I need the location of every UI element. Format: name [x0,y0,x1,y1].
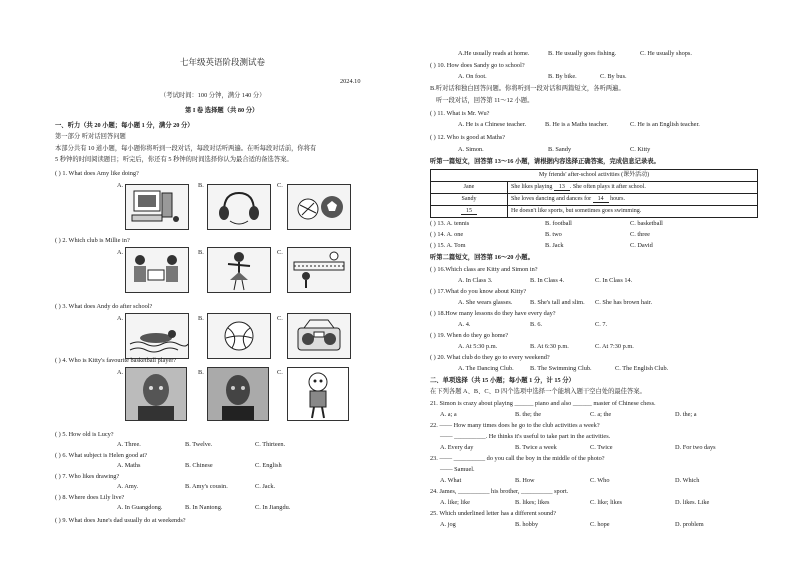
sub-heading: B.听对话和独白回答问题。你将听到一段对话和两篇短文，各听两遍。 [430,85,625,92]
question-text: —— __________. He thinks it's useful to take part in the activities. [440,433,611,440]
option-label: C. [277,315,283,322]
option-b: B. He is a Maths teacher. [545,121,609,128]
option-c: C. Who [590,477,610,484]
table-cell [508,194,758,206]
question-text: ( ) 4. Who is Kitty's favourite basketball player? [55,357,177,364]
table-cell-name: Sandy [431,194,508,206]
option-label: B. [198,182,204,189]
option-c: C. like; likes [590,499,623,506]
computer-icon [125,184,189,230]
sub-heading: 第一部分 听对话回答问题 [55,133,126,140]
option-a: A. In Class 3. [458,277,493,284]
option-c: C. English [255,462,282,469]
option-a: A. In Guangdong. [117,504,163,511]
option-b: B. Chinese [185,462,213,469]
option-b: B. In Class 4. [530,277,565,284]
option-label: C. [277,249,283,256]
option-c: C. In Jiangdu. [255,504,291,511]
question-text: ( ) 3. What does Andy do after school? [55,303,153,310]
table-cell: He doesn't like sports, but sometimes goes swimming. [508,206,758,218]
passage-heading: 听第二篇短文，回答第 16～20 小题。 [430,254,534,261]
option-c: C. Thirteen. [255,441,286,448]
radio-icon [287,313,351,359]
question-text: ( ) 1. What does Amy like doing? [55,170,139,177]
option-b: B. By bike. [548,73,577,80]
page-title: 七年级英语阶段测试卷 [180,57,266,67]
option-a: A. She wears glasses. [458,299,513,306]
option-b: B. In Nantong. [185,504,223,511]
table-row [431,206,758,218]
option-c: C. The English Club. [615,365,669,372]
question-text: ( ) 18.How many lessons do they have every day? [430,310,556,317]
option-a: A.He usually reads at home. [458,50,530,57]
question-text: ( ) 15. A. Tom [430,242,466,249]
option-c: C. Jack. [255,483,276,490]
question-text: ( ) 13. A. tennis [430,220,470,227]
swimmer-icon [125,313,189,359]
question-text: ( ) 14. A. one [430,231,464,238]
section-heading: 二、单项选择（共 15 小题；每小题 1 分，计 15 分） [430,377,575,384]
option-c: C. David [630,242,653,249]
info-table [430,169,758,218]
option-a: A. a; a [440,411,457,418]
cell-text: She likes playing [511,183,553,190]
balls-icon [287,184,351,230]
option-c: C. hope [590,521,610,528]
question-text: ( ) 6. What subject is Helen good at? [55,452,148,459]
option-a: A. What [440,477,462,484]
question-text: 25. Which underlined letter has a different sound? [430,510,557,517]
question-text: 23. —— __________ do you call the boy in the middle of the photo? [430,455,605,462]
option-b: B. Jack [545,242,564,249]
option-a: A. like; like [440,499,470,506]
option-b: B. The Swimming Club. [530,365,592,372]
player-portrait-icon [207,367,269,421]
option-label: A. [117,369,124,376]
option-c: C. At 7:30 p.m. [595,343,634,350]
option-b: B. football [545,220,572,227]
option-b: B. hobby [515,521,539,528]
option-a: A. Every day [440,444,474,451]
exam-info: （考试时间：100 分钟，满分 140 分） [160,92,266,99]
question-text: ( ) 10. How does Sandy go to school? [430,62,525,69]
cell-text: . She often plays it after school. [569,183,646,190]
option-b: B. the; the [515,411,542,418]
passage-heading: 听第一篇短文，回答第 13～16 小题，请根据内容选择正确答案，完成信息记录表。 [430,158,660,165]
option-c: C. She has brown hair. [595,299,653,306]
option-label: B. [198,315,204,322]
table-cell-name: Jane [431,182,508,194]
option-a: A. At 5:30 p.m. [458,343,498,350]
cell-text: hours. [610,195,625,202]
option-c: C. He is an English teacher. [630,121,700,128]
question-text: 21. Simon is crazy about playing ______ piano and also ______ master of Chinese chess. [430,400,656,407]
option-b: B. She's tall and slim. [530,299,585,306]
option-b: B. How [515,477,535,484]
answer-blank[interactable]: 14 [593,196,609,204]
question-text: ( ) 5. How old is Lucy? [55,431,114,438]
exam-date: 2024.10 [340,78,361,85]
option-label: B. [198,249,204,256]
question-text: 22. —— How many times does he go to the club activities a week? [430,422,600,429]
option-b: B. At 6:30 p.m. [530,343,569,350]
option-c: C. In Class 14. [595,277,633,284]
option-label: A. [117,182,124,189]
table-row [431,194,758,206]
option-a: A. Simon. [458,146,484,153]
question-text: ( ) 9. What does June's dad usually do at weekends? [55,517,186,524]
section-heading: 一、听力（共 20 小题；每小题 1 分，满分 20 分） [55,122,194,129]
option-b: B. Twice a week [515,444,557,451]
cell-text: She loves dancing and dances for [511,195,592,202]
question-text: —— Samuel. [440,466,475,473]
headphones-icon [207,184,271,230]
option-b: B. two [545,231,562,238]
player-cartoon-icon [287,367,349,421]
option-c: C. basketball [630,220,663,227]
question-text: ( ) 20. What club do they go to every weekend? [430,354,550,361]
question-text: ( ) 7. Who likes drawing? [55,473,120,480]
question-text: 24. James, __________ his brother, __________ sport. [430,488,569,495]
option-b: B. 6. [530,321,543,328]
option-c: C. three [630,231,650,238]
instructions-line: 5 秒钟的时间阅读题目；听完后，你还有 5 秒钟的时间选择你认为最合适的备选答案。 [55,156,293,163]
volleyball-icon [287,247,351,293]
table-row [431,182,758,194]
option-d: D. likes. Like [675,499,710,506]
option-b: B. likes; likes [515,499,550,506]
question-text: ( ) 2. Which club is Millie in? [55,237,130,244]
option-a: A. jog [440,521,456,528]
option-d: D. the; a [675,411,697,418]
sub-heading: 听一段对话，回答第 11～12 小题。 [436,97,534,104]
option-c: C. 7. [595,321,608,328]
dancer-icon [207,247,271,293]
table-cell-name [431,206,508,218]
option-a: A. On foot. [458,73,487,80]
table-header: My friends' after-school activities (课外活动) [431,170,758,182]
option-a: A. Three. [117,441,141,448]
board-game-icon [125,247,189,293]
option-b: B. Amy's cousin. [185,483,228,490]
option-a: A. The Dancing Club. [458,365,514,372]
question-text: ( ) 17.What do you know about Kitty? [430,288,527,295]
option-label: A. [117,315,124,322]
option-label: B. [198,369,204,376]
option-label: C. [277,182,283,189]
volleyball-ball-icon [207,313,271,359]
option-label: A. [117,249,124,256]
option-label: C. [277,369,283,376]
question-text: ( ) 8. Where does Lily live? [55,494,125,501]
part-heading: 第 I 卷 选择题（共 80 分） [185,107,259,114]
option-c: C. Kitty [630,146,651,153]
option-d: D. For two days [675,444,716,451]
question-text: ( ) 16.Which class are Kitty and Simon in? [430,266,538,273]
option-c: C. Twice [590,444,613,451]
table-cell [508,182,758,194]
option-c: C. a; the [590,411,612,418]
player-portrait-icon [125,367,187,421]
instructions-line: 在下列各题 A、B、C、D 四个选项中选择一个能填入题干空白处的最佳答案。 [430,388,646,395]
option-d: D. problem [675,521,704,528]
answer-blank[interactable]: 15 [461,208,477,216]
option-a: A. Amy. [117,483,139,490]
question-text: ( ) 12. Who is good at Maths? [430,134,506,141]
option-a: A. 4. [458,321,471,328]
instructions-line: 本部分共有 10 道小题，每小题你将听到一段对话，每段对话听两遍。在听每段对话前，你将有 [55,145,317,152]
option-b: B. He usually goes fishing. [548,50,617,57]
question-text: ( ) 19. When do they go home? [430,332,509,339]
option-c: C. By bus. [600,73,627,80]
option-c: C. He usually shops. [640,50,692,57]
option-a: A. Maths [117,462,141,469]
option-b: B. Twelve. [185,441,213,448]
answer-blank[interactable]: 13 [554,184,570,192]
question-text: ( ) 11. What is Mr. Wu? [430,110,490,117]
option-a: A. He is a Chinese teacher. [458,121,527,128]
option-d: D. Which [675,477,700,484]
option-b: B. Sandy [548,146,572,153]
